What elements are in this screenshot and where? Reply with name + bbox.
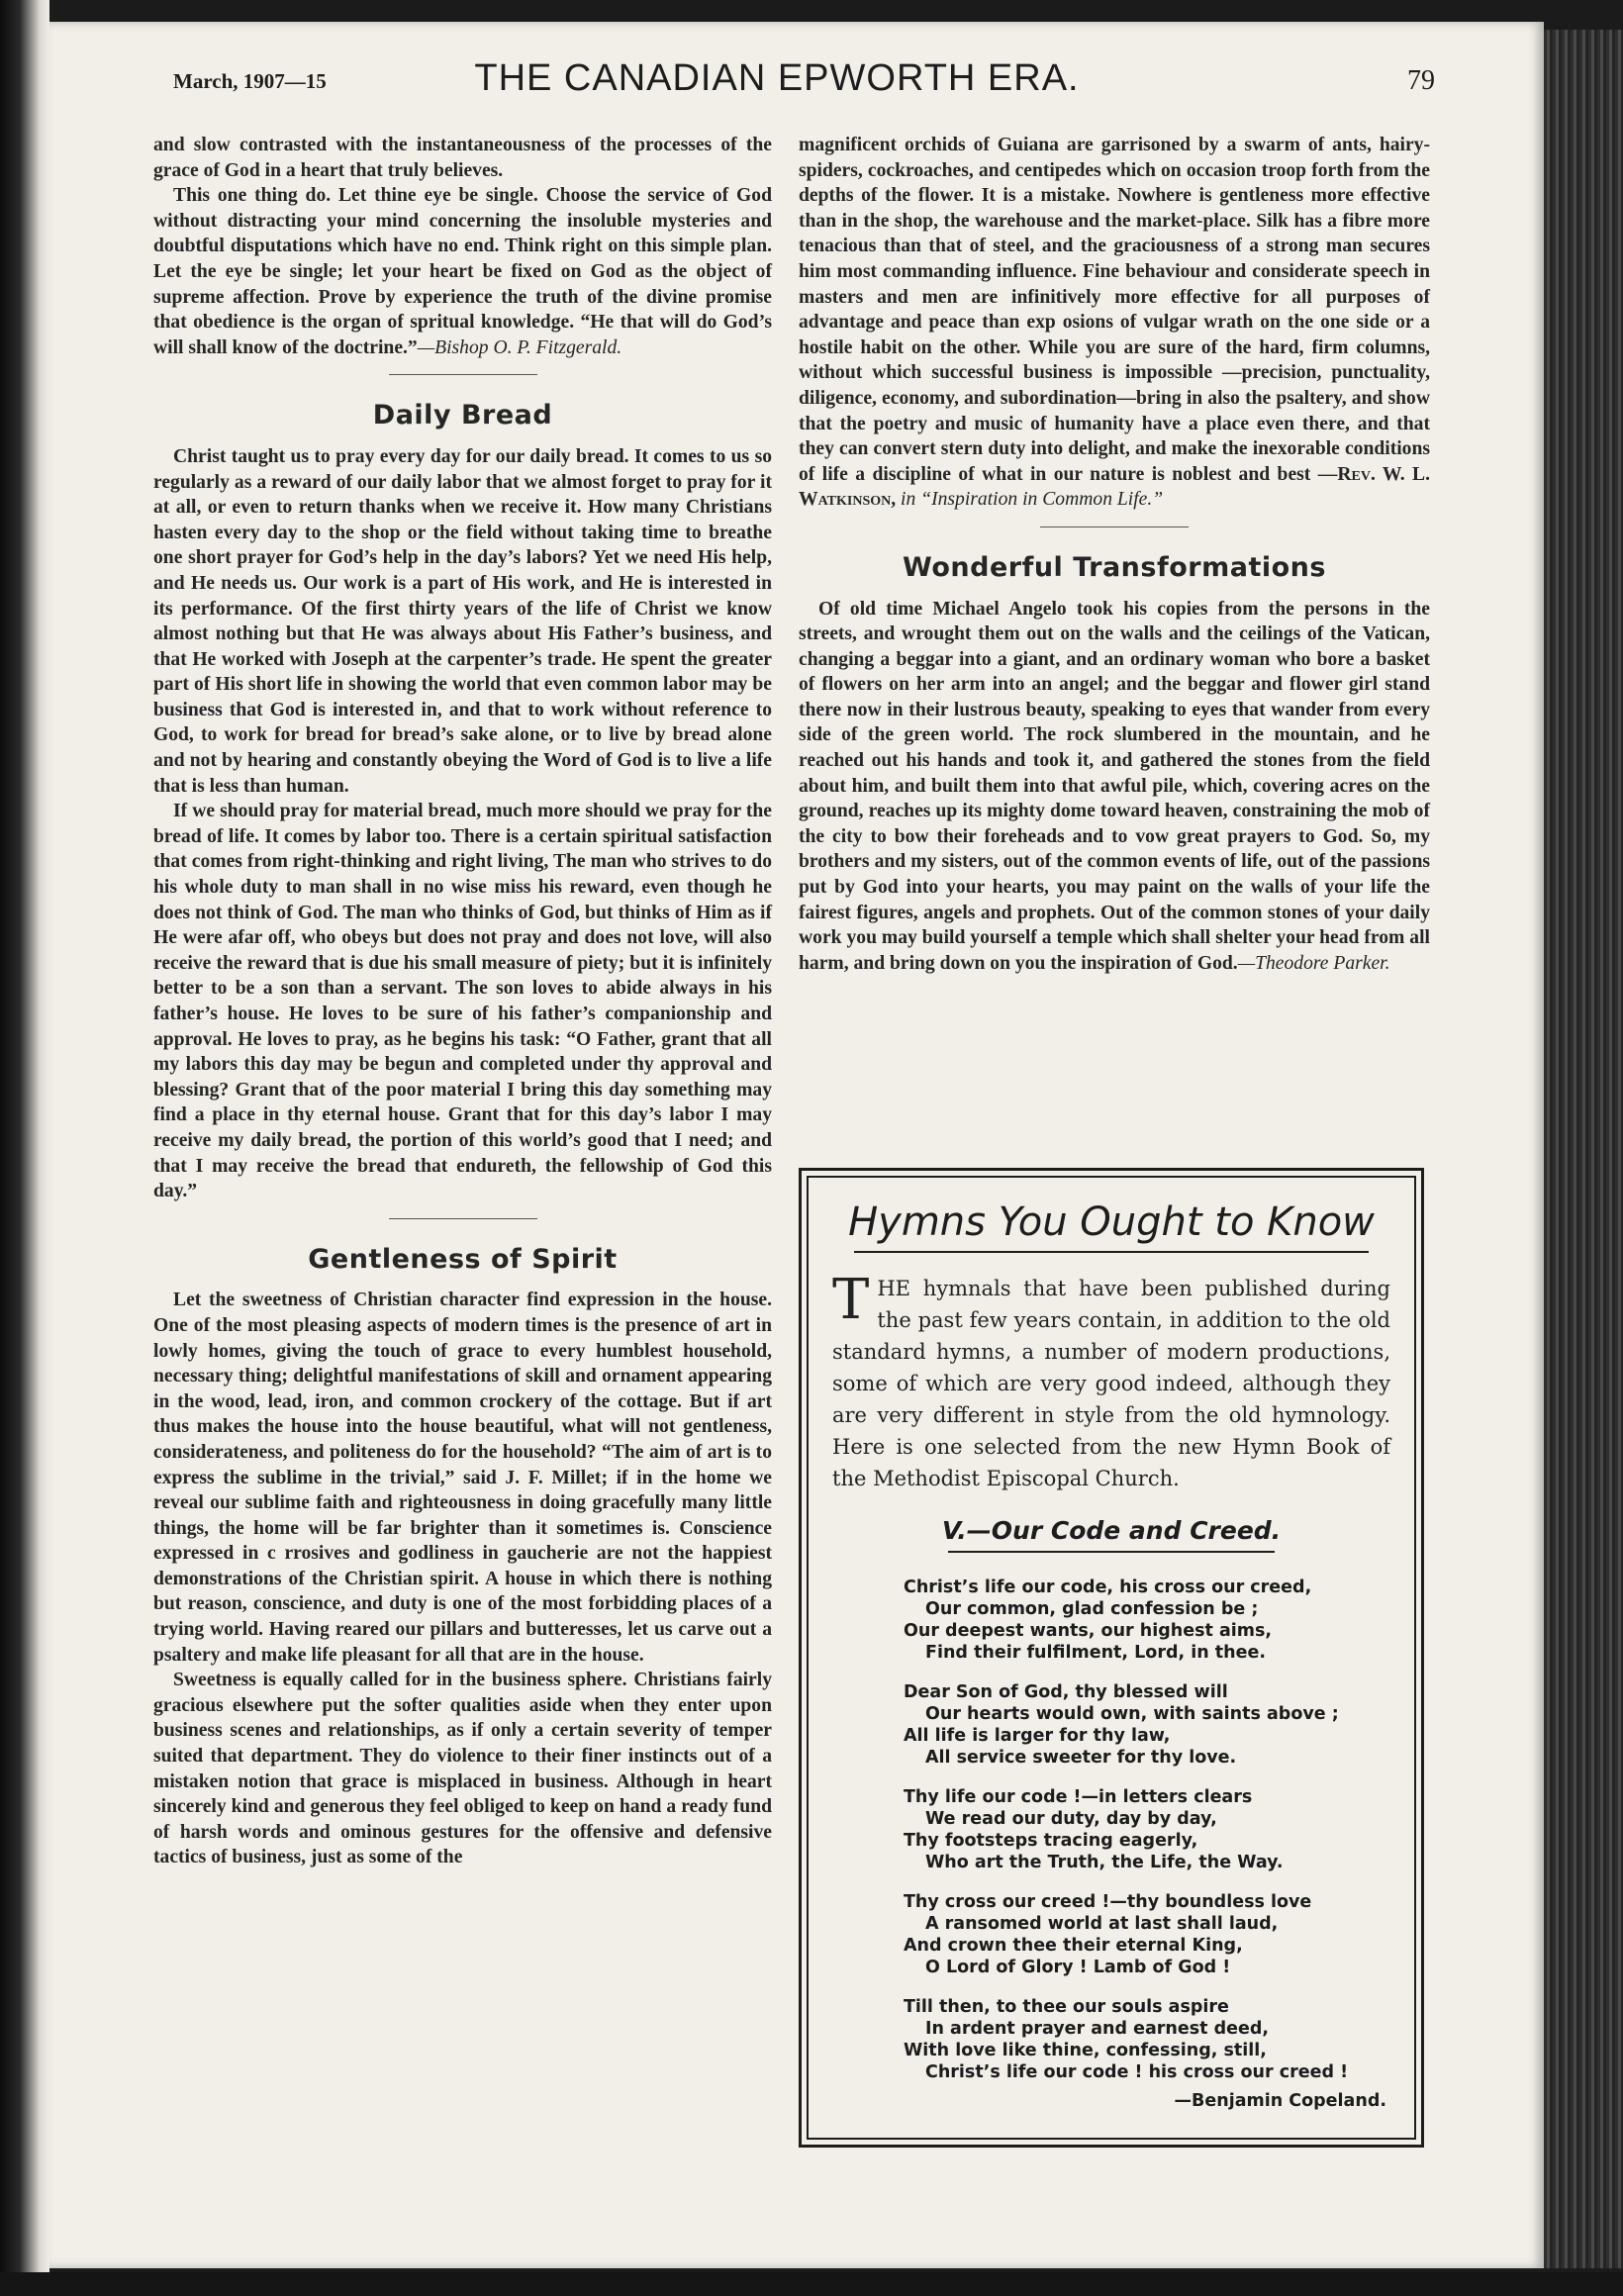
scan-edge-left (0, 0, 49, 2296)
watkinson-source: “Inspiration in Common Life.” (920, 489, 1164, 511)
hymn-intro-text: HE hymnals that have been published during the past few years contain, in addition to the old standard hymns, a number of modern productions, some of which are very good indeed, although they are very different in style from the old hymnology. Here is one selected from the new Hymn Book of the Methodist Episcopal Church. (832, 1277, 1390, 1490)
page-header (119, 49, 1435, 109)
hymn-line: All life is larger for thy law, (904, 1726, 1171, 1746)
gentleness-paragraph-1: Let the sweetness of Christian character find expression in the house. One of the most pleasing aspects of modern times is the presence of art in lowly homes, giving the touch of grace to every humblest household, necessary thing; delightful manifestations of skill and ornament appearing in the wood, lead, iron, and common crockery of the cottage. But if art thus makes the house into the house beautiful, what will not gentleness, considerateness, and politeness do for the household? “The aim of art is to express the sublime in the trivial,” said J. F. Millet; if in the home we reveal our sublime faith and righteousness in doing gracefully many little things, the home will be far brighter than it sometimes is. Conscience expressed in c rrosives and godliness in gaucherie are not the happiest demonstrations of the Christian spirit. A house in which there is nothing but reason, conscience, and duty is one of the most forbidding places of a trying world. Having reared our pillars and butteresses, let us carve out a psaltery and make life pleasant for all that are in the house. (153, 1290, 772, 1666)
hymn-line: Thy life our code !—in letters clears (904, 1787, 1253, 1807)
section-divider (389, 1218, 537, 1219)
hymn-line: All service sweeter for thy love. (925, 1748, 1237, 1768)
hymn-line: With love like thine, confessing, still, (904, 2041, 1267, 2060)
hymn-line: Thy footsteps tracing eagerly, (904, 1831, 1198, 1851)
continued-paragraph (799, 133, 1430, 513)
right-column (799, 133, 1430, 976)
hymn-box-inner (807, 1176, 1416, 2140)
hymn-line: Who art the Truth, the Life, the Way. (925, 1853, 1284, 1872)
header-masthead: THE CANADIAN EPWORTH ERA. (474, 57, 1080, 99)
left-column (153, 133, 772, 1870)
hymn-stanza-2 (904, 1681, 1390, 1769)
book-binding (1544, 30, 1623, 2268)
drop-cap: T (832, 1268, 870, 1332)
daily-bread-heading: Daily Bread (372, 400, 553, 431)
hymn-stanza-4 (904, 1891, 1390, 1978)
header-date: March, 1907—15 (173, 69, 327, 93)
hymn-subtitle-rule (948, 1551, 1275, 1553)
hymn-line: We read our duty, day by day, (925, 1809, 1217, 1829)
hymn-line: Our hearts would own, with saints above ; (925, 1704, 1339, 1724)
opening-attribution: —Bishop O. P. Fitzgerald. (417, 336, 622, 358)
page-number: 79 (1407, 65, 1435, 96)
hymn-line: Find their fulfilment, Lord, in thee. (925, 1643, 1266, 1663)
hymn-line: Dear Son of God, thy blessed will (904, 1682, 1228, 1702)
hymn-subtitle: V.—Our Code and Creed. (941, 1516, 1282, 1545)
hymn-line: Thy cross our creed !—thy boundless love (904, 1892, 1312, 1912)
gentleness-paragraph-2: Sweetness is equally called for in the business sphere. Christians fairly gracious elsewhere put the softer qualities aside when they enter upon business scenes and relationships, as if only a certain severity of temper suited that department. They do violence to their finer instincts out of a mistaken notion that grace is misplaced in business. Although in heart sincerely kind and generous they feel obliged to keep on hand a ready fund of harsh words and ominous gestures for the offensive and defensive tactics of business, just as some of the (153, 1670, 772, 1868)
parker-attribution: —Theodore Parker. (1237, 952, 1390, 974)
opening-paragraph-2 (153, 183, 772, 360)
gentleness-heading: Gentleness of Spirit (308, 1243, 618, 1275)
hymn-intro (832, 1268, 1390, 1494)
wonderful-heading: Wonderful Transformations (903, 551, 1326, 583)
scan-edge-bottom (0, 2272, 1623, 2296)
hymn-author: —Benjamin Copeland. (1174, 2091, 1386, 2111)
hymn-line: In ardent prayer and earnest deed, (925, 2019, 1270, 2039)
hymn-title-rule (854, 1251, 1369, 1253)
hymn-line: Christ’s life our code ! his cross our creed ! (925, 2062, 1349, 2082)
daily-bread-paragraph-2: If we should pray for material bread, much more should we pray for the bread of life. It comes by labor too. There is a certain spiritual satisfaction that comes from right-thinking and right living, The man who strives to do his whole duty to man shall in no wise miss his reward, even though he does not think of God. The man who thinks of God, but thinks of Him as if He were afar off, who obeys but does not pray and does not love, will also receive the reward that is due his small measure of piety; but it is infinitely better to be a son than a servant. The son loves to abide always in his father’s house. He loves to be sure of his father’s companionship and approval. He loves to pray, as he begins his task: “O Father, grant that all my labors this day may be begun and completed under thy approval and blessing? Grant that of the poor material I bring this day something may find a place in thy eternal house. Grant that for this day’s labor I may receive my daily bread, the portion of this world’s good that I need; and that I may receive the bread that endureth, the fellowship of God this day.” (153, 801, 772, 1202)
hymn-stanza-1 (904, 1577, 1390, 1664)
watkinson-attribution: —Rev. W. L. Watkinson, (799, 463, 1430, 511)
wonderful-paragraph-text: Of old time Michael Angelo took his copies from the persons in the streets, and wrought them out on the walls and the ceilings of the Vatican, changing a beggar into a giant, and an ordinary woman who bore a basket of flowers on her arm into an angel; and the beggar and flower girl stand there now in their lustrous beauty, speaking to eyes that wander from every side of the green world. The rock slumbered in the mountain, and he reached out his hands and took it, and gathered the stones from the field about him, and built them into that awful pile, which, covering acres on the ground, reaches up its mighty dome toward heaven, constraining the mob of the city to bow their foreheads and to vow great prayers to God. So, my brothers and my sisters, out of the common events of life, out of the passions put by God into your hearts, you may paint on the walls of your life the fairest figures, angels and prophets. Out of the common stones of your daily work you may build yourself a temple which shall shelter your head from all harm, and bring down on you the inspiration of God. (799, 598, 1430, 974)
attribution-in: in (901, 489, 916, 511)
hymn-line: Our common, glad confession be ; (925, 1599, 1259, 1619)
hymn-box (799, 1168, 1424, 2148)
hymn-line: A ransomed world at last shall laud, (925, 1914, 1279, 1934)
daily-bread-paragraph-1: Christ taught us to pray every day for our daily bread. It comes to us so regularly as a reward of our daily labor that we almost forget to pray for it at all, or even to return thanks when we receive it. How many Christians hasten every day to the shop or the field without taking time to breathe one short prayer for God’s help in the day’s labors? Yet we need His help, and He needs us. Our work is a part of His work, and He is interested in its performance. Of the first thirty years of the life of Christ we know almost nothing but that He was always about His Father’s business, and that He worked with Joseph at the carpenter’s trade. He spent the greater part of His short life in showing the world that even common labor may be business that God is interested in, and that to work without reference to God, to work for bread for bread’s sake alone, or to live by bread alone and not by hearing and constantly obeying the Word of God is to live a life that is less than human. (153, 445, 772, 797)
hymn-line: Christ’s life our code, his cross our creed, (904, 1578, 1312, 1597)
hymn-box-title: Hymns You Ought to Know (848, 1199, 1375, 1245)
opening-paragraph-1: and slow contrasted with the instantaneousness of the processes of the grace of God in a heart that truly believes. (153, 135, 772, 181)
hymn-stanza-5 (904, 1996, 1390, 2083)
hymn-line: And crown thee their eternal King, (904, 1936, 1243, 1956)
opening-paragraph-2-text: This one thing do. Let thine eye be single. Choose the service of God without distracting your mind concerning the insoluble mysteries and doubtful disputations which have no end. Think right on this simple plan. Let the eye be single; let your heart be fixed on God as the object of supreme affection. Prove by experience the truth of the divine promise that obedience is the organ of spritual knowledge. “He that will do God’s will shall know of the doctrine.” (153, 185, 772, 358)
continued-paragraph-text: magnificent orchids of Guiana are garrisoned by a swarm of ants, hairy-spiders, cockroaches, and centipedes which on occasion troop forth from the depths of the flower. It is a mistake. Nowhere is gentleness more effective than in the shop, the warehouse and the market-place. Silk has a fibre more tenacious than that of steel, and the graciousness of a strong man secures him most commanding influence. Fine behaviour and considerate speech in masters and men are infinitively more effective for all purposes of advantage and peace than exp osions of vulgar wrath on the one side or a hostile habit on the other. While you are sure of the hard, firm columns, without which successful business is impossible —precision, punctuality, diligence, economy, and subordination—bring in also the psaltery, and show that the poetry and music of humanity have a place even there, and that they can convert stern duty into delight, and make the inexorable conditions of life a discipline of what in our nature is noblest and best (799, 135, 1430, 485)
hymn-line: O Lord of Glory ! Lamb of God ! (925, 1958, 1231, 1977)
wonderful-paragraph (799, 597, 1430, 977)
section-divider (1040, 526, 1189, 527)
section-divider (389, 374, 537, 375)
hymn-line: Till then, to thee our souls aspire (904, 1997, 1229, 2017)
hymn-line: Our deepest wants, our highest aims, (904, 1621, 1273, 1641)
hymn-stanza-3 (904, 1786, 1390, 1873)
